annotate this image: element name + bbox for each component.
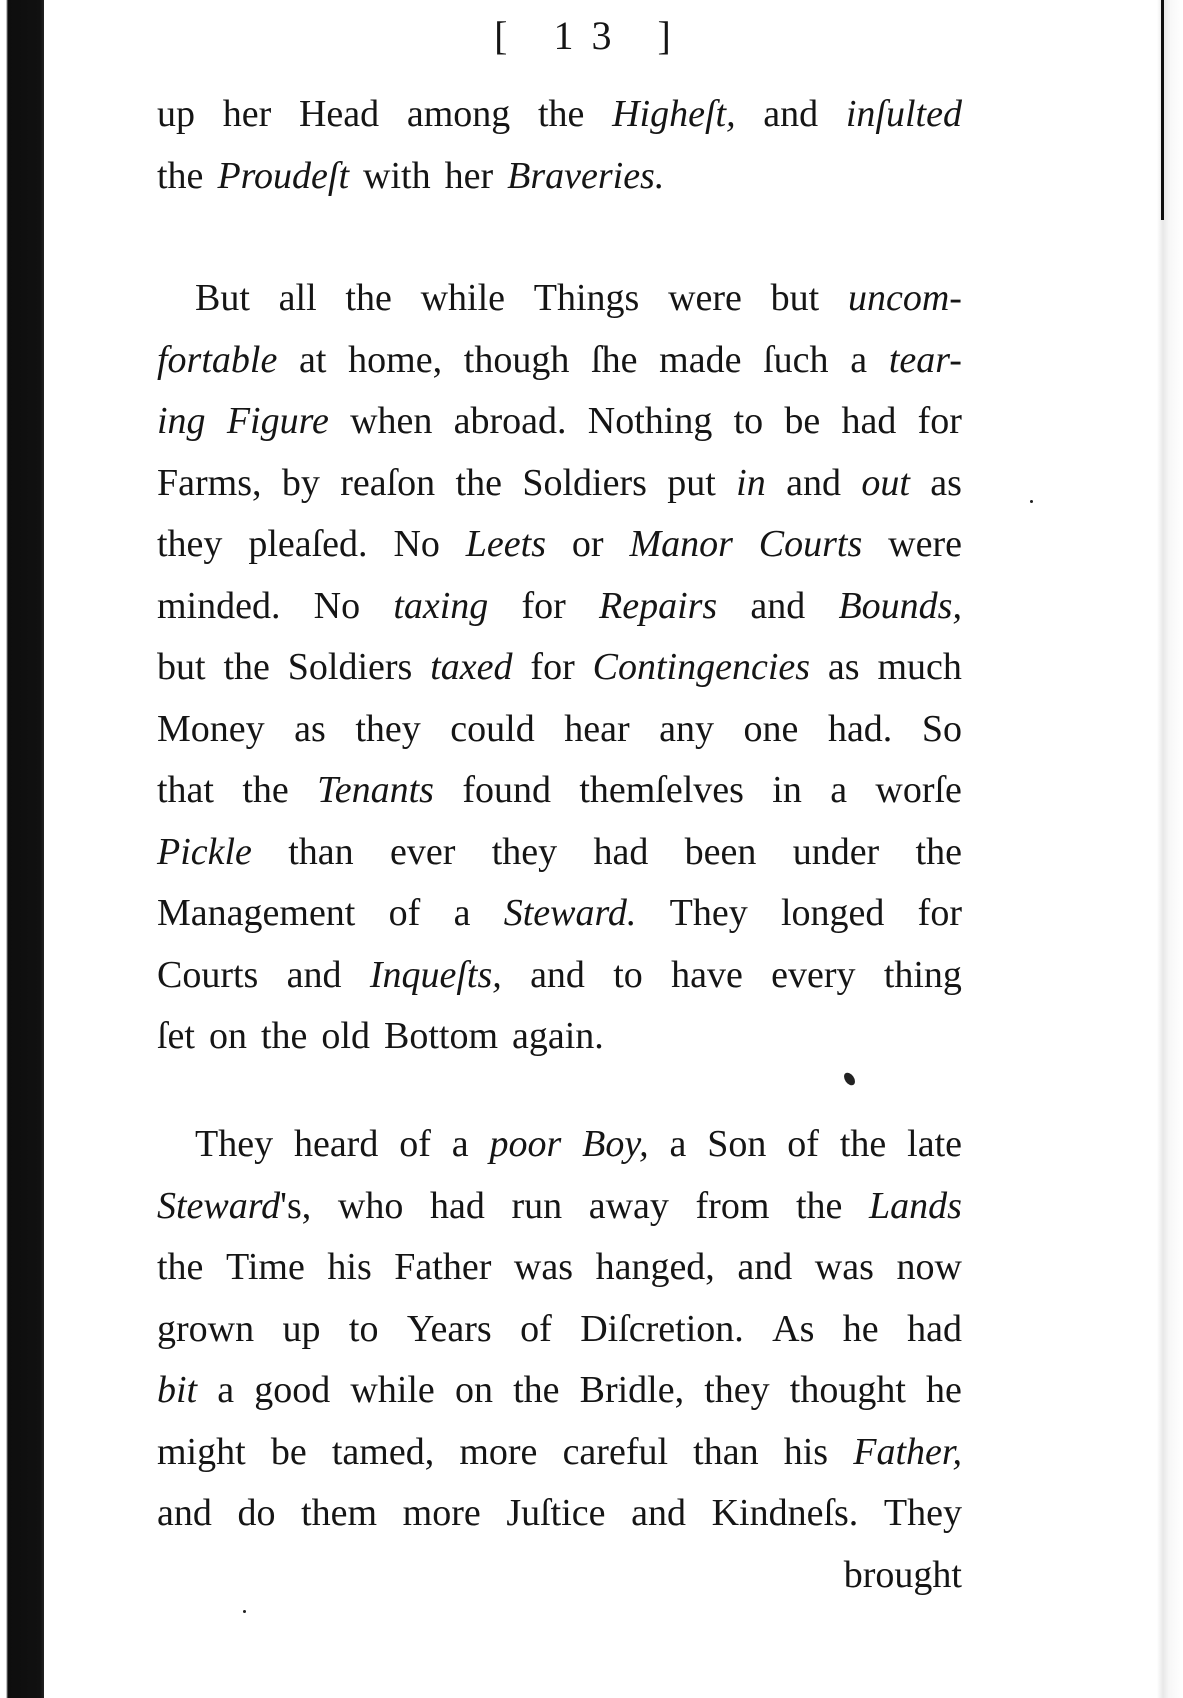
word: Diſcretion. [580,1307,744,1350]
word: Juſtice [506,1492,606,1534]
word: all [278,277,317,319]
word: Head [298,93,380,135]
word: Higheſt, [612,93,736,135]
word: ever [390,830,456,873]
text-line [157,1006,962,1068]
word: Things [533,277,640,319]
word: to [733,400,764,442]
word: Bottom [383,1015,499,1057]
word: one [743,707,799,750]
text-line [157,637,962,699]
word: as [930,461,962,504]
word: ing [157,400,206,442]
word: Bridle, [579,1369,685,1411]
word: in [772,769,802,811]
page-binding-shadow [0,0,44,1698]
word: They [669,892,748,934]
word: up [157,93,195,135]
paragraph-2 [157,268,962,1068]
word: Braveries. [507,154,665,197]
text-line [157,1299,962,1361]
word: Courts [758,523,863,565]
word: he [842,1307,879,1350]
word: with [363,154,431,197]
page-edge-shadow [1157,0,1183,1698]
word: the [796,1184,843,1227]
word: ſuch [763,338,829,381]
word: uncom- [847,277,962,319]
word: the [157,154,204,197]
word: had [429,1184,485,1227]
word: Years [406,1307,492,1350]
word: that [157,769,214,811]
word: had. [827,707,893,750]
word: Contingencies [592,646,811,688]
word: tamed, [331,1430,435,1473]
word: of [787,1123,819,1165]
word: fortable [157,338,278,381]
word: taxed [430,646,513,688]
word: for [530,646,575,688]
word: Steward [157,1184,281,1227]
word: thing [883,953,962,996]
word: themſelves [579,769,744,811]
word: Repairs [598,584,718,627]
word: out [861,461,910,504]
word: Proudeſt [217,154,350,197]
word: they [704,1369,770,1411]
word: Tenants [317,769,434,811]
text-line [157,514,962,576]
word: hear [564,707,630,750]
text-line [157,883,962,945]
word: who [337,1184,404,1227]
paragraph-1 [157,84,962,207]
catchword-block [157,1545,962,1607]
word: had [841,400,897,442]
word: again. [512,1015,604,1057]
word: Manor [629,523,733,565]
word: much [877,646,962,688]
word: bit [157,1369,198,1411]
word: but [770,277,820,319]
text-line [157,146,962,208]
word: while [420,277,506,319]
catchword: brought [843,1554,962,1596]
word: her [222,93,272,135]
word: of [399,1123,431,1165]
word: heard [293,1123,379,1165]
word: inſulted [845,93,962,135]
word: the [915,830,962,873]
word: under [792,830,880,873]
word: Nothing [587,400,713,442]
word: had [907,1307,962,1350]
word: So [921,707,962,750]
word: Bounds, [838,584,962,627]
word: be [270,1430,307,1473]
word-group [157,1176,311,1238]
word: of [520,1307,552,1350]
text-line [157,391,962,453]
word: Figure [226,400,329,442]
text-line [157,945,962,1007]
word: they [157,523,223,565]
word: and [750,584,806,627]
word: they [355,707,421,750]
word: could [450,707,535,750]
word: Steward. [503,892,637,934]
word: grown [157,1307,255,1350]
word: late [907,1123,962,1165]
word: were [668,277,742,319]
word: but [157,646,206,688]
word: than [693,1430,759,1473]
word: Money [157,707,265,750]
word: Son [707,1123,767,1165]
word: and [763,93,819,135]
text-line [157,1483,962,1545]
word: every [771,953,856,996]
word: among [406,93,511,135]
word: as [294,707,326,750]
word: now [896,1246,962,1288]
ink-speck [243,1610,246,1613]
word: run [511,1184,563,1227]
word: Leets [465,523,546,565]
word: Farms, [157,461,262,504]
word: was [814,1246,874,1288]
word: have [671,953,743,996]
word: be [784,400,821,442]
word: Father, [853,1430,962,1473]
word: had [593,830,649,873]
word: worſe [875,769,962,811]
word: 's, [280,1184,312,1227]
word: Boy, [582,1123,649,1165]
word: Management [157,892,356,934]
word: for [917,892,962,934]
word: Kindneſs. [711,1492,859,1534]
page-number: [ 13 ] [494,13,689,58]
word: poor [489,1123,562,1165]
word: They [195,1123,274,1165]
word: careful [562,1430,669,1473]
text-line [157,1422,962,1484]
word: in [736,461,766,504]
word: tear- [888,338,962,381]
word: old [321,1015,370,1057]
word: her [444,154,494,197]
word: the [537,93,585,135]
text-line [157,268,962,330]
word: and [530,953,585,996]
word: No [313,584,361,627]
word: when [350,400,433,442]
word: his [327,1246,372,1288]
word: As [772,1307,815,1350]
word: as [827,646,860,688]
word: Soldiers [522,461,647,504]
word: though [463,338,570,381]
word: a [669,1123,687,1165]
word: made [659,338,742,381]
word: a [830,769,848,811]
word: found [462,769,551,811]
word: his [783,1430,829,1473]
word: a [217,1369,235,1411]
word: the [223,646,270,688]
word: taxing [393,584,489,627]
word: the [345,277,392,319]
word: minded. [157,584,281,627]
word: or [571,523,604,565]
word: any [659,707,715,750]
word: ſet [157,1015,195,1057]
word: was [513,1246,574,1288]
word: good [254,1369,331,1411]
word: a [850,338,868,381]
word: up [282,1307,321,1350]
word: Soldiers [287,646,413,688]
ink-speck [1030,500,1033,503]
word: thought [789,1369,906,1411]
text-line [157,453,962,515]
text-line [157,1176,962,1238]
word: more [402,1492,481,1534]
word: and [157,1492,212,1534]
word: ſhe [591,338,638,381]
word: longed [780,892,885,934]
text-line [157,84,962,146]
word: a [451,1123,469,1165]
word: reaſon [340,461,436,504]
word: and [786,461,841,504]
word: on [454,1369,493,1411]
word: might [157,1430,246,1473]
word: away [588,1184,669,1227]
paragraph-3 [157,1114,962,1545]
word: Pickle [157,830,252,873]
word: Time [225,1246,305,1288]
word: and [631,1492,686,1534]
word: put [667,461,716,504]
text-line [157,699,962,761]
word: they [491,830,558,873]
word: They [883,1492,962,1534]
word: them [301,1492,378,1534]
word: the [157,1246,204,1288]
word: But [195,277,250,319]
word: to [348,1307,379,1350]
word: been [684,830,757,873]
word: Courts [157,953,259,996]
word: the [839,1123,887,1165]
word: for [917,400,962,442]
word: were [888,523,962,565]
word: the [260,1015,308,1057]
word: and [737,1246,793,1288]
word: to [613,953,643,996]
word: for [521,584,566,627]
text-line [157,576,962,638]
word: the [513,1369,560,1411]
ink-blot [842,1071,857,1088]
text-line [157,760,962,822]
word: pleaſed. [248,523,368,565]
text-line [157,1237,962,1299]
word: more [459,1430,538,1473]
word: Inqueſts, [369,953,502,996]
text-line [157,1360,962,1422]
word: and [286,953,342,996]
text-line [157,822,962,884]
text-line [157,1114,962,1176]
word: of [388,892,421,934]
word: do [237,1492,276,1534]
word: No [393,523,440,565]
word: by [281,461,320,504]
word: hanged, [595,1246,715,1288]
word: a [453,892,471,934]
word: on [208,1015,247,1057]
word: home, [348,338,443,381]
word: the [242,769,289,811]
word: abroad. [453,400,567,442]
word: while [350,1369,435,1411]
word: at [299,338,327,381]
word: than [288,830,354,873]
word: Father [394,1246,492,1288]
word: the [455,461,502,504]
word: from [695,1184,770,1227]
text-line [157,330,962,392]
catchword-line [157,1545,962,1607]
word: he [926,1369,962,1411]
word: Lands [869,1184,962,1227]
